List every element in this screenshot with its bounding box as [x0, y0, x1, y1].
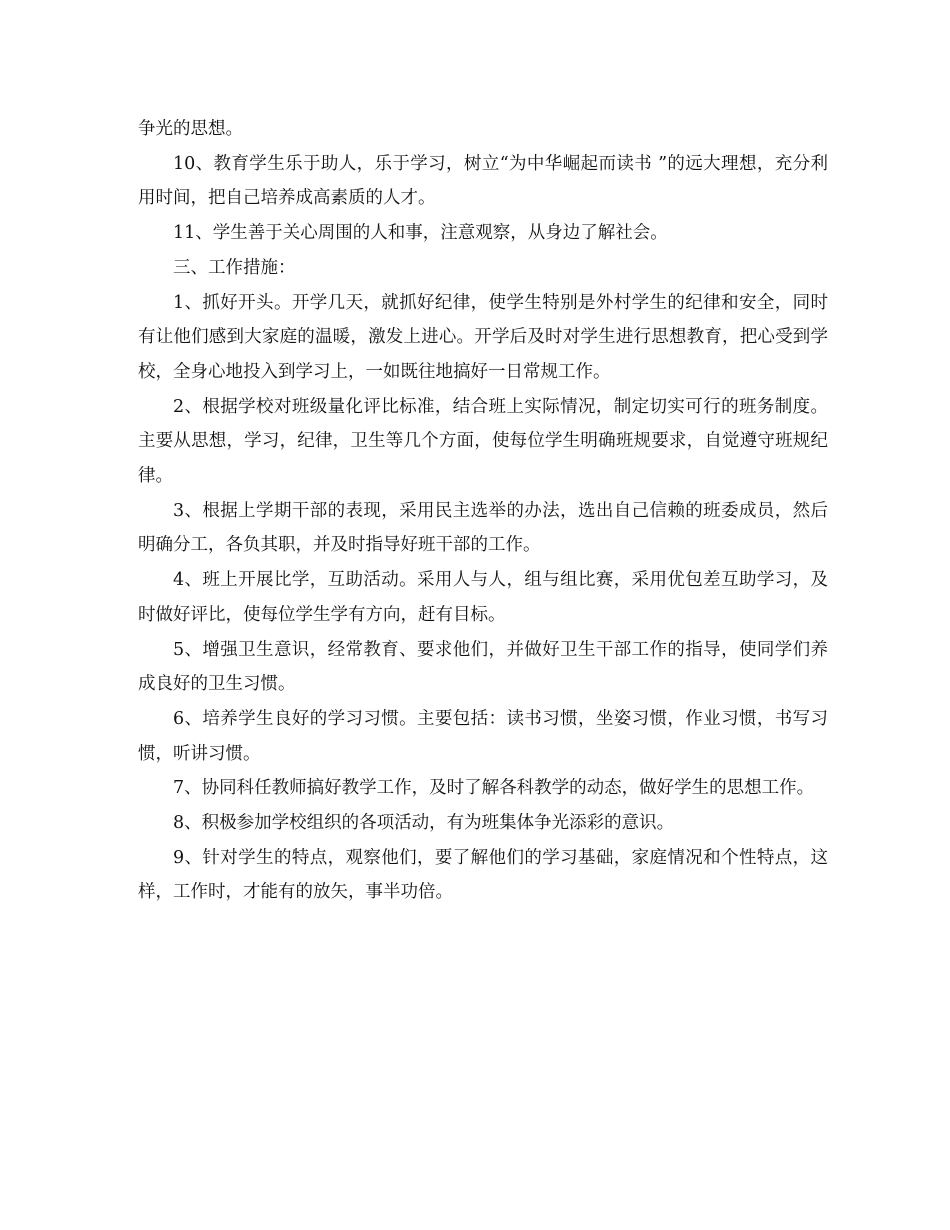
- section-heading-work-measures: 三、工作措施：: [173, 257, 296, 278]
- paragraph-item-10: 10、教育学生乐于助人，乐于学习，树立“为中华崛起而读书 ”的远大理想，充分利用时间，把自己培养成高素质的人才。: [138, 153, 828, 209]
- paragraph-measure-4: 4、班上开展比学，互助活动。采用人与人，组与组比赛，采用优包差互助学习，及时做好评比，使每位学生学有方向，赶有目标。: [138, 570, 828, 625]
- document-body: [138, 112, 828, 910]
- paragraph-measure-6: 6、培养学生良好的学习习惯。主要包括：读书习惯，坐姿习惯，作业习惯，书写习惯，听讲习惯。: [138, 708, 828, 764]
- paragraph-measure-3: 3、根据上学期干部的表现，采用民主选举的办法，选出自己信赖的班委成员，然后明确分工，各负其职，并及时指导好班干部的工作。: [138, 500, 828, 556]
- paragraph-measure-2: 2、根据学校对班级量化评比标准，结合班上实际情况，制定切实可行的班务制度。主要从思想，学习，纪律，卫生等几个方面，使每位学生明确班规要求，自觉遵守班规纪律。: [138, 396, 828, 487]
- paragraph-measure-1: 1、抓好开头。开学几天，就抓好纪律，使学生特别是外村学生的纪律和安全，同时有让他们感到大家庭的温暖，激发上进心。开学后及时对学生进行思想教育，把心受到学校，全身心地投入到学习上，一如既往地搞好一日常规工作。: [138, 292, 828, 382]
- paragraph-measure-5: 5、增强卫生意识，经常教育、要求他们，并做好卫生干部工作的指导，使同学们养成良好的卫生习惯。: [138, 639, 828, 695]
- paragraph-continuation: 争光的思想。: [138, 119, 243, 139]
- paragraph-item-11: 11、学生善于关心周围的人和事，注意观察，从身边了解社会。: [173, 223, 668, 244]
- paragraph-measure-7: 7、协同科任教师搞好教学工作，及时了解各科教学的动态，做好学生的思想工作。: [173, 778, 815, 799]
- paragraph-measure-8: 8、积极参加学校组织的各项活动，有为班集体争光添彩的意识。: [173, 813, 675, 834]
- paragraph-measure-9: 9、针对学生的特点，观察他们，要了解他们的学习基础，家庭情况和个性特点，这样，工作时，才能有的放矢，事半功倍。: [138, 847, 828, 903]
